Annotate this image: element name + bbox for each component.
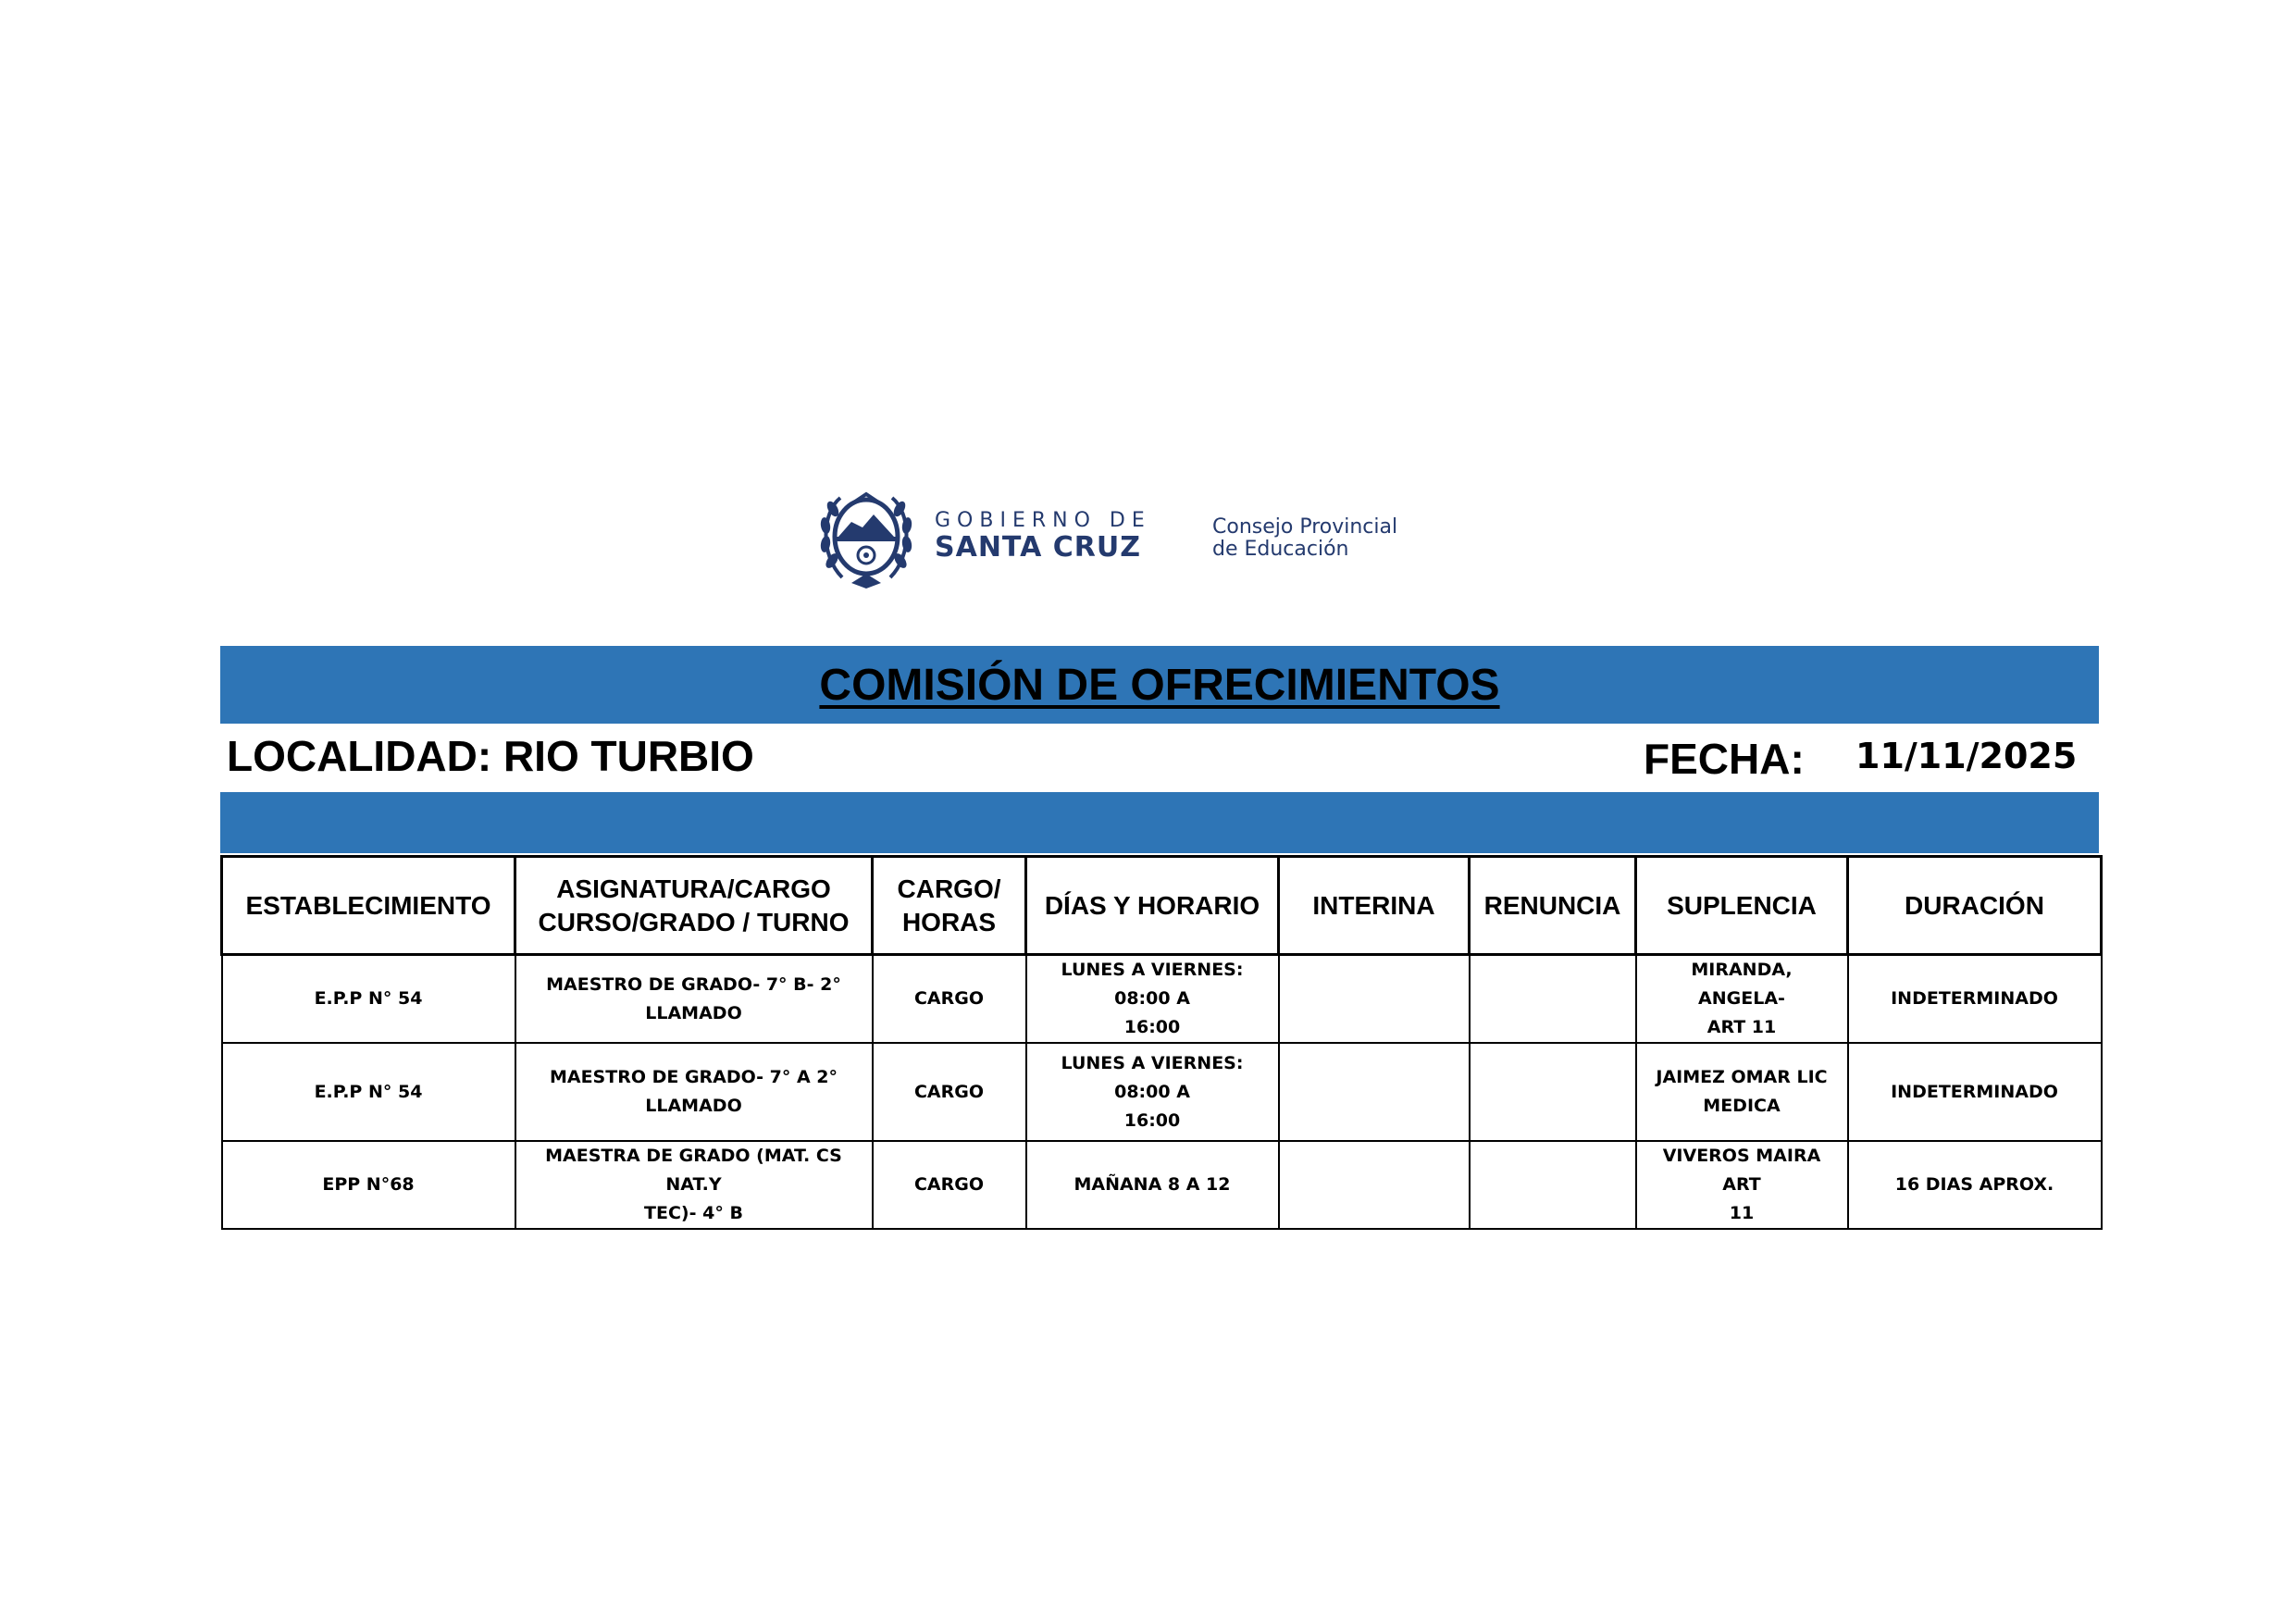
header-suplencia: SUPLENCIA [1636, 857, 1848, 955]
cell-duracion: INDETERMINADO [1848, 955, 2102, 1044]
cell-suplencia: JAIMEZ OMAR LIC MEDICA [1636, 1043, 1848, 1141]
header-dias-horario: DÍAS Y HORARIO [1026, 857, 1279, 955]
separator-banner [220, 792, 2099, 853]
cell-interina [1279, 1141, 1470, 1229]
fecha-value: 11/11/2025 [1855, 736, 2078, 776]
cell-establecimiento: E.P.P N° 54 [222, 955, 515, 1044]
cell-renuncia [1470, 1043, 1636, 1141]
cell-dias-horario: MAÑANA 8 A 12 [1026, 1141, 1279, 1229]
cell-interina [1279, 1043, 1470, 1141]
header-renuncia: RENUNCIA [1470, 857, 1636, 955]
government-line-1: GOBIERNO DE [935, 509, 1151, 532]
council-line-1: Consejo Provincial [1212, 515, 1398, 539]
header-interina: INTERINA [1279, 857, 1470, 955]
table-row [222, 1043, 2102, 1141]
cell-renuncia [1470, 1141, 1636, 1229]
cell-dias-horario: LUNES A VIERNES: 08:00 A 16:00 [1026, 955, 1279, 1044]
offers-table [220, 855, 2103, 1230]
header-duracion: DURACIÓN [1848, 857, 2102, 955]
cell-suplencia: VIVEROS MAIRA ART 11 [1636, 1141, 1848, 1229]
title-banner [220, 646, 2099, 724]
cell-suplencia: MIRANDA, ANGELA- ART 11 [1636, 955, 1848, 1044]
santa-cruz-seal-icon [814, 481, 918, 592]
cell-asignatura: MAESTRO DE GRADO- 7° B- 2° LLAMADO [515, 955, 873, 1044]
fecha-label: FECHA: [1644, 735, 1805, 783]
cell-cargo: CARGO [873, 1043, 1026, 1141]
table-row [222, 1141, 2102, 1229]
cell-interina [1279, 955, 1470, 1044]
header-establecimiento: ESTABLECIMIENTO [222, 857, 515, 955]
cell-asignatura: MAESTRA DE GRADO (MAT. CS NAT.Y TEC)- 4° B [515, 1141, 873, 1229]
localidad-label: LOCALIDAD: RIO TURBIO [227, 732, 754, 780]
council-line-2: de Educación [1212, 538, 1349, 561]
cell-establecimiento: EPP N°68 [222, 1141, 515, 1229]
cell-duracion: 16 DIAS APROX. [1848, 1141, 2102, 1229]
header-logo [814, 481, 1444, 592]
cell-duracion: INDETERMINADO [1848, 1043, 2102, 1141]
header-cargo-horas: CARGO/ HORAS [873, 857, 1026, 955]
cell-cargo: CARGO [873, 1141, 1026, 1229]
cell-renuncia [1470, 955, 1636, 1044]
page-title: COMISIÓN DE OFRECIMIENTOS [819, 660, 1500, 710]
government-line-2: SANTA CRUZ [935, 531, 1141, 564]
cell-cargo: CARGO [873, 955, 1026, 1044]
table-header-row [222, 857, 2102, 955]
header-asignatura: ASIGNATURA/CARGO CURSO/GRADO / TURNO [515, 857, 873, 955]
government-wordmark [935, 509, 1151, 563]
cell-asignatura: MAESTRO DE GRADO- 7° A 2° LLAMADO [515, 1043, 873, 1141]
table-row [222, 955, 2102, 1044]
cell-dias-horario: LUNES A VIERNES: 08:00 A 16:00 [1026, 1043, 1279, 1141]
cell-establecimiento: E.P.P N° 54 [222, 1043, 515, 1141]
council-wordmark [1212, 516, 1397, 561]
